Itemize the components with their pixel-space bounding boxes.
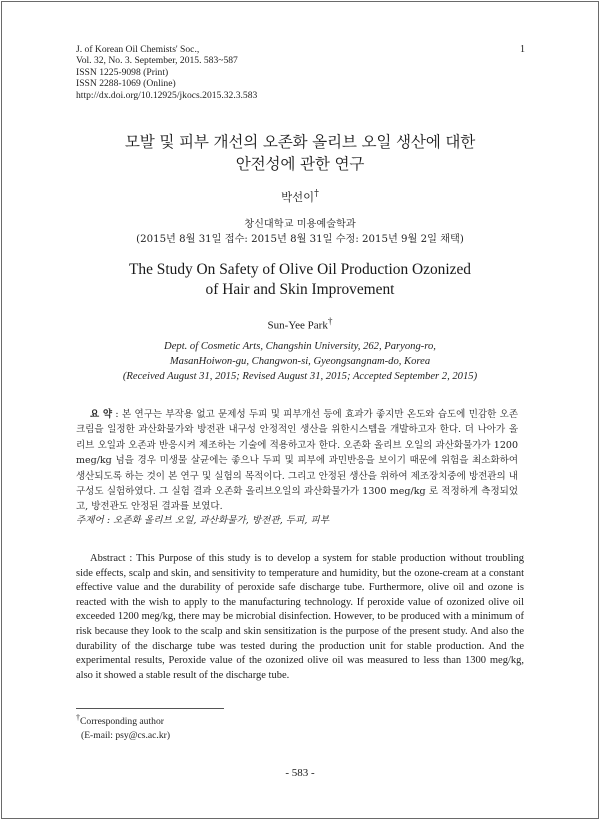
english-abstract-body: : This Purpose of this study is to develop a system for stable production without troubling side effects, scalp and skin, and sensitivity to temperature and humidity, but the ozone-cream at a constant effective value and the durability of peroxide safe discharge tube. Furthermore, olive oil and ozone is reacted with the wish to apply to the manufacturing technology. If peroxide value of ozonized olive oil exceeded 1200 meg/kg, there may be microbial disinfection. However, to be produced with a minimum of risk because they look to the scalp and skin sensitization is the purpose of the present study. And also the durability of the discharge tube was tested during the production unit for stable production. And the experimental results, Peroxide value of the ozonized olive oil was measured to less than 1300 meg/kg, also it showed a stable result of the discharge tube.	[76, 553, 524, 681]
korean-title-line2: 안전성에 관한 연구	[235, 155, 365, 173]
english-affiliation	[0, 339, 600, 385]
korean-dates: (2015년 8월 31일 접수: 2015년 8월 31일 수정: 2015년 9월 2일 채택)	[136, 234, 464, 245]
korean-title-line1: 모발 및 피부 개선의 오존화 올리브 오일 생산에 대한	[124, 133, 476, 151]
korean-abstract-label: 요 약	[90, 409, 113, 420]
doi-link[interactable]: http://dx.doi.org/10.12925/jkocs.2015.32.3.583	[76, 89, 258, 101]
page-number-top: 1	[520, 44, 525, 55]
english-title-line1: The Study On Safety of Olive Oil Production Ozonized	[129, 261, 471, 278]
english-abstract	[76, 552, 524, 683]
english-author	[0, 316, 600, 332]
korean-abstract	[76, 407, 518, 515]
korean-abstract-body: : 본 연구는 부작용 없고 문제성 두피 및 피부개선 등에 효과가 좋지만 온도와 습도에 민감한 오존크림을 일정한 과산화물가와 방전관 내구성 안정적인 생산을 위한시스템을 개발하고자 한다. 더 나아가 올리브 오일과 오존과 반응시켜 제조하는 기술에 적용하고자 한다. 오존화 올리브 오일의 과산화물가가 1200 meg/kg 넘을 경우 미생물 살균에는 좋으나 두피 및 피부에 과민반응을 보이기 때문에 위험을 최소화하여 생산되도록 하는 것이 본 연구 및 실험의 목적이다. 그리고 안정된 생산을 위하여 제조장치중에 방전관의 내구성도 실험하였다. 그 실험 결과 오존화 올리브오일의 과산화물가가 1300 meg/kg 로 적정하게 측정되었고, 방전관도 안정된 결과를 보였다.	[76, 409, 518, 513]
english-affiliation-line2: MasanHoiwon-gu, Changwon-si, Gyeongsangnam-do, Korea	[169, 356, 431, 368]
issn-online: ISSN 2288-1069 (Online)	[76, 78, 176, 90]
issn-print: ISSN 1225-9098 (Print)	[76, 66, 169, 78]
journal-volume: Vol. 32, No. 3. September, 2015. 583~587	[76, 55, 238, 67]
english-abstract-label: Abstract	[90, 553, 126, 564]
korean-keywords: 주제어 : 오존화 올리브 오일, 과산화물가, 방전관, 두피, 피부	[76, 515, 329, 526]
journal-header	[76, 44, 257, 101]
korean-author-name: 박선이	[281, 189, 315, 204]
english-author-name: Sun-Yee Park	[267, 319, 328, 332]
korean-title	[0, 131, 600, 175]
footnote-dagger: †	[76, 713, 80, 722]
korean-author	[0, 188, 600, 205]
footnote	[76, 711, 170, 743]
english-affiliation-line1: Dept. of Cosmetic Arts, Changshin University, 262, Paryong-ro,	[164, 341, 436, 352]
footnote-email: (E-mail: psy@cs.ac.kr)	[81, 730, 171, 742]
corresponding-dagger-en: †	[327, 316, 333, 326]
footnote-divider	[76, 708, 224, 709]
korean-affiliation-name: 창신대학교 미용예술학과	[244, 219, 356, 230]
footnote-corresponding: Corresponding author	[80, 716, 164, 728]
korean-affiliation	[0, 217, 600, 247]
page-footer-number: - 583 -	[285, 767, 315, 779]
english-title	[0, 260, 600, 300]
corresponding-dagger: †	[314, 188, 319, 199]
journal-name: J. of Korean Oil Chemists' Soc.,	[76, 44, 200, 55]
english-dates: (Received August 31, 2015; Revised August 31, 2015; Accepted September 2, 2015)	[122, 371, 478, 383]
english-title-line2: of Hair and Skin Improvement	[205, 281, 395, 298]
